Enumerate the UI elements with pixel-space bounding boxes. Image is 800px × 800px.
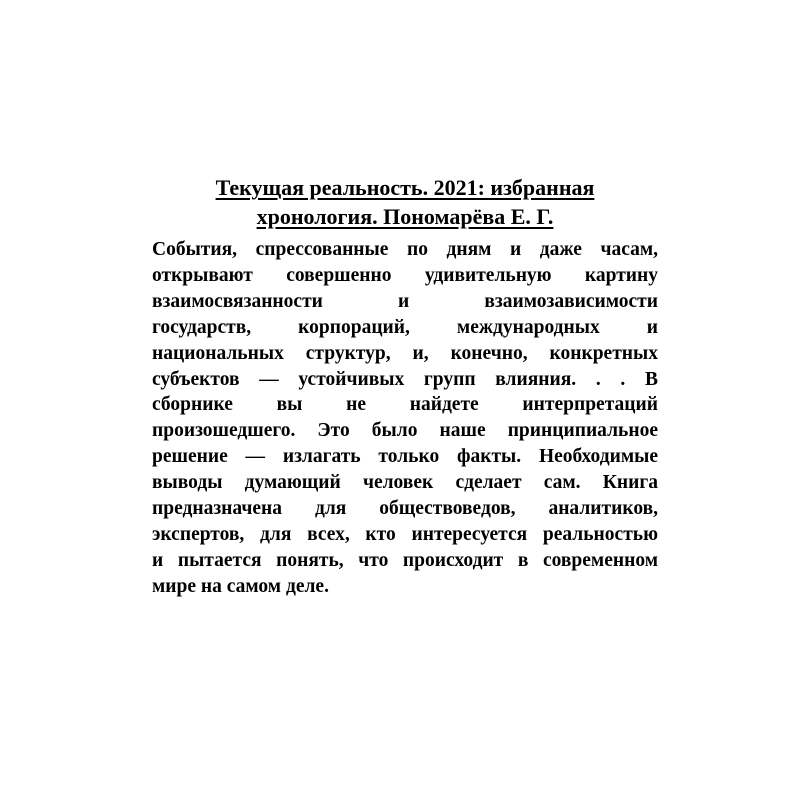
description-line: открывают совершенно удивительную картину bbox=[152, 264, 658, 286]
description-line: решение — излагать только факты. Необходимые bbox=[152, 446, 658, 468]
book-title bbox=[150, 173, 660, 231]
book-title-line-2: хронология. Пономарёва Е. Г. bbox=[256, 204, 554, 229]
description-line: государств, корпораций, международных и bbox=[152, 316, 658, 338]
description-line: мире на самом деле. bbox=[152, 575, 329, 597]
description-line: и пытается понять, что происходит в современном bbox=[152, 549, 658, 571]
description-line: События, спрессованные по дням и даже часам, bbox=[152, 239, 658, 260]
book-description bbox=[152, 237, 658, 600]
description-line: взаимосвязанности и взаимозависимости bbox=[152, 290, 658, 312]
description-line: экспертов, для всех, кто интересуется реальностью bbox=[152, 523, 658, 545]
description-line: выводы думающий человек сделает сам. Книга bbox=[152, 472, 658, 494]
description-line: предназначена для обществоведов, аналитиков, bbox=[152, 498, 658, 520]
description-line: субъектов — устойчивых групп влияния. . . В bbox=[152, 368, 658, 390]
description-line: сборнике вы не найдете интерпретаций bbox=[152, 394, 658, 416]
description-line: произошедшего. Это было наше принципиальное bbox=[152, 420, 658, 442]
description-line: национальных структур, и, конечно, конкретных bbox=[152, 342, 658, 364]
book-title-line-1: Текущая реальность. 2021: избранная bbox=[215, 175, 595, 200]
